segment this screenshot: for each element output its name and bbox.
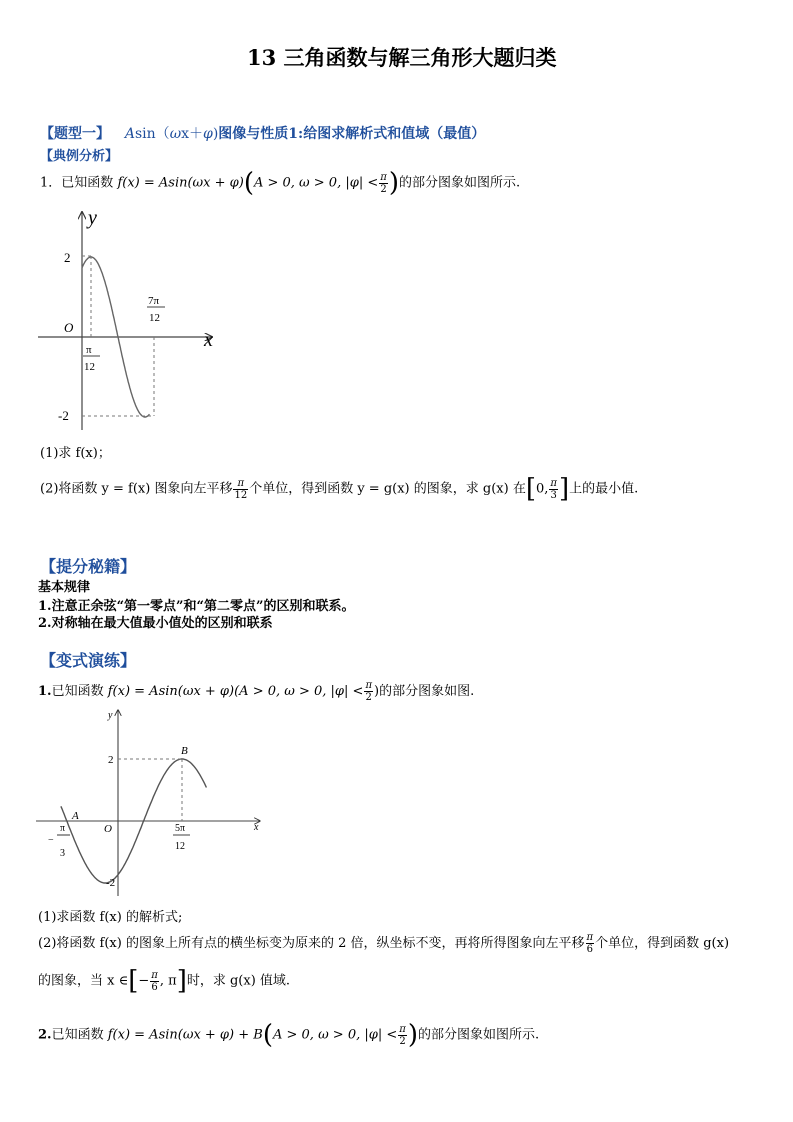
q1-x2-num: 7π <box>148 295 160 307</box>
tips-heading: 基本规律 <box>38 580 91 595</box>
example-tag: 【典例分析】 <box>40 149 119 164</box>
tips-item1: 1.注意正余弦“第一零点”和“第二零点”的区别和联系。 <box>38 599 355 614</box>
p1-x-label: x <box>254 822 259 833</box>
p1-part2-cont: 的图象，当 x ∈[− $\frac{\pi}{6}$ , π]时，求 g(x) 值域. <box>38 966 291 996</box>
p2-func: f(x) = Asin(ωx + φ) + B <box>107 1027 263 1043</box>
tips-item2: 2.对称轴在最大值最小值处的区别和联系 <box>38 616 273 631</box>
p1-y-label: y <box>108 710 113 721</box>
q1-func: f(x) = Asin(ωx + φ) <box>117 175 244 191</box>
type1-rest: 图像与性质1:给图求解析式和值域（最值） <box>218 126 486 142</box>
q1-origin: O <box>64 320 74 335</box>
type1-formula: A <box>124 126 135 142</box>
p1-point-b: B <box>181 745 188 757</box>
q1-x-label: x <box>204 329 213 351</box>
tips-tag: 【提分秘籍】 <box>40 557 137 576</box>
q1-stem: 1．已知函数 f(x) = Asin(ωx + φ)(A > 0, ω > 0, |φ| < $\frac{\pi}{2}$ )的部分图象如图所示. <box>40 168 521 198</box>
p1-origin: O <box>104 823 112 835</box>
p1-x2-den: 12 <box>175 841 185 852</box>
p1-graph <box>30 704 270 900</box>
q1-x1-den: 12 <box>84 361 95 373</box>
p2-stem: 2.已知函数 f(x) = Asin(ωx + φ) + B(A > 0, ω > 0, |φ| < $\frac{\pi}{2}$ )的部分图象如图所示. <box>38 1020 540 1050</box>
p1-x1-num: π <box>60 823 66 834</box>
practice-tag: 【变式演练】 <box>40 651 137 670</box>
p1-x1-den: 3 <box>60 848 65 859</box>
q1-cond: A > 0, ω > 0, |φ| < <box>253 175 379 191</box>
q1-ymax: 2 <box>64 250 71 265</box>
page-title: 13 三角函数与解三角形大题归类 <box>247 45 557 70</box>
p1-x1-sign: − <box>48 835 54 846</box>
p2-cond: A > 0, ω > 0, |φ| < <box>272 1027 398 1043</box>
p1-point-a: A <box>72 810 79 822</box>
p1-func: f(x) = Asin(ωx + φ)(A > 0, ω > 0, |φ| < <box>107 684 364 699</box>
q1-y-label: y <box>88 207 97 229</box>
p1-x2-num: 5π <box>175 823 186 834</box>
q1-x1-num: π <box>86 344 92 356</box>
q1-x2-den: 12 <box>149 312 160 324</box>
p1-part2: (2)将函数 f(x) 的图象上所有点的横坐标变为原来的 2 倍，纵坐标不变，再将所得图象向左平移 $\frac{\pi}{6}$ 个单位，得到函数 g(x) <box>38 932 730 955</box>
q1-part2: (2)将函数 y = f(x) 图象向左平移 $\frac{\pi}{12}$ 个单位，得到函数 y = g(x) 的图象，求 g(x) 在[0, $\frac{\pi}{3}$ ]上的最小值. <box>40 474 639 504</box>
type1-heading: 【题型一】 Asin（ωx＋φ)图像与性质1:给图求解析式和值域（最值） <box>40 126 486 142</box>
p1-part1: (1)求函数 f(x) 的解析式; <box>38 910 183 925</box>
q1-graph <box>30 200 230 440</box>
p1-ymin: -2 <box>106 877 116 889</box>
p1-ymax: 2 <box>108 754 114 766</box>
q1-ymin: -2 <box>58 408 69 423</box>
q1-part1: (1)求 f(x)； <box>40 446 111 461</box>
type1-tag: 【题型一】 <box>40 126 110 142</box>
p1-stem: 1.已知函数 f(x) = Asin(ωx + φ)(A > 0, ω > 0, |φ| < $\frac{\pi}{2}$ )的部分图象如图. <box>38 680 475 703</box>
